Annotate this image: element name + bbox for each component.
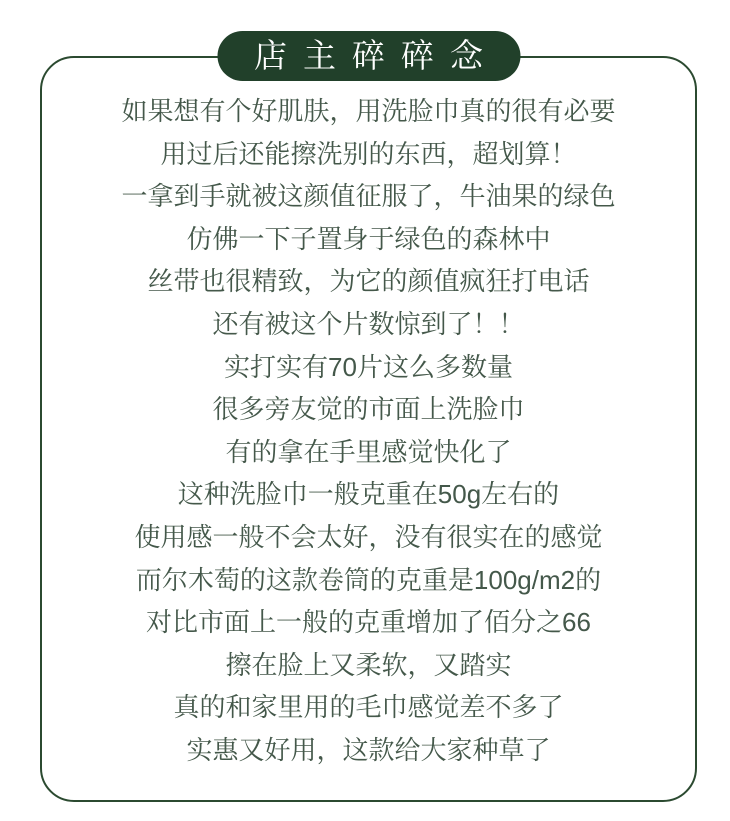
text-line: 仿佛一下子置身于绿色的森林中 — [186, 223, 551, 254]
text-line: 实打实有70片这么多数量 — [224, 351, 513, 382]
card-title: 店主碎碎念 — [254, 37, 499, 74]
text-line: 如果想有个好肌肤，用洗脸巾真的很有必要 — [121, 96, 616, 126]
text-line: 真的和家里用的毛巾感觉差不多了 — [173, 692, 564, 723]
text-line: 还有被这个片数惊到了！！ — [212, 308, 525, 339]
text-line: 丝带也很精致，为它的颜值疯狂打电话 — [147, 266, 590, 297]
text-line: 使用感一般不会太好，没有很实在的感觉 — [134, 521, 603, 552]
text-line: 有的拿在手里感觉快化了 — [225, 436, 512, 467]
title-badge — [217, 31, 520, 81]
text-line: 用过后还能擦洗别的东西，超划算！ — [160, 138, 577, 169]
text-line: 实惠又好用，这款给大家种草了 — [186, 734, 551, 765]
text-line: 这种洗脸巾一般克重在50g左右的 — [177, 479, 560, 510]
description-text-block — [42, 58, 695, 772]
description-card — [40, 37, 697, 802]
text-line: 对比市面上一般的克重增加了佰分之66 — [146, 607, 591, 638]
text-line: 而尔木萄的这款卷筒的克重是100g/m2的 — [135, 564, 602, 595]
text-line: 很多旁友觉的市面上洗脸巾 — [212, 394, 525, 425]
text-line: 一拿到手就被这颜值征服了，牛油果的绿色 — [121, 181, 616, 212]
text-line: 擦在脸上又柔软，又踏实 — [225, 649, 512, 680]
